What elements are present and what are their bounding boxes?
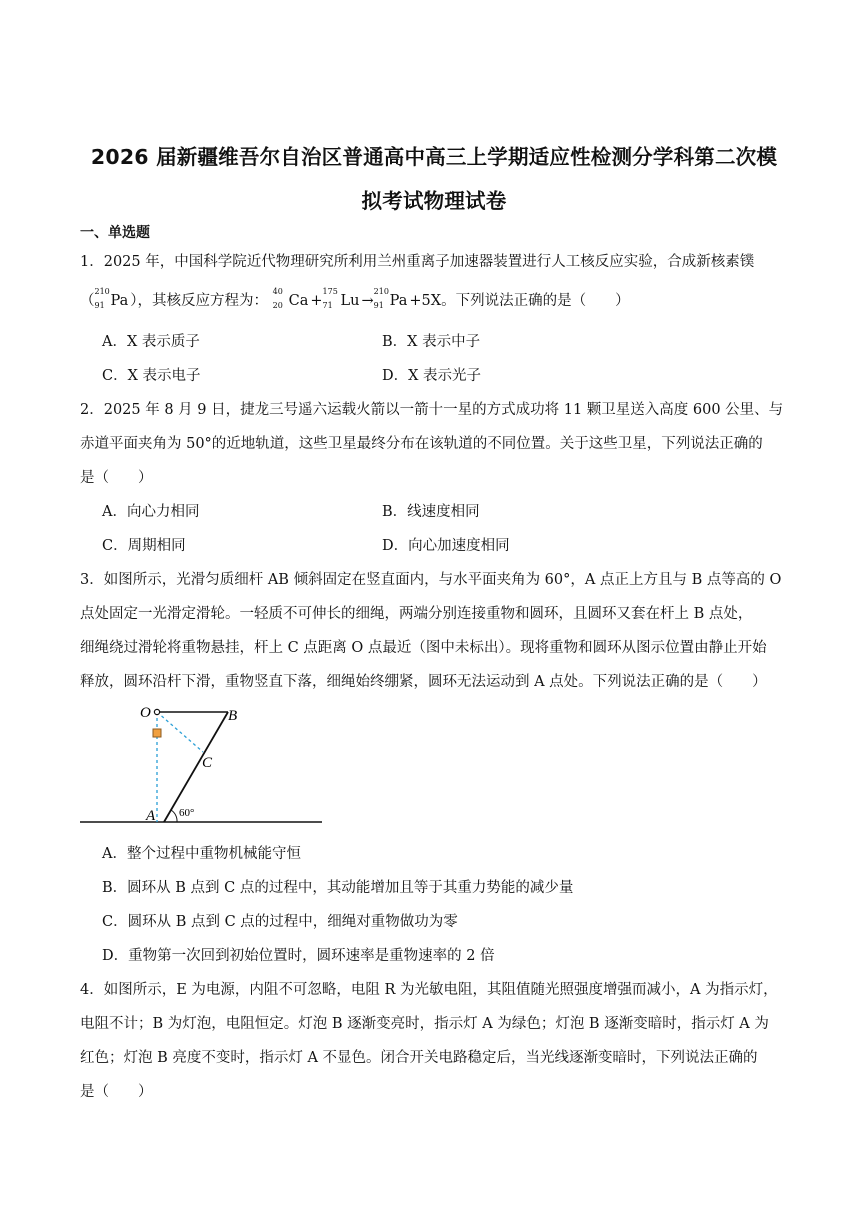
- q2-stem-line-2: 赤道平面夹角为 50°的近地轨道，这些卫星最终分布在该轨道的不同位置。关于这些卫星，下列说法正确的: [80, 436, 763, 452]
- rod-ab: [164, 712, 228, 822]
- q2-stem-line-1: 2．2025 年 8 月 9 日，捷龙三号遥六运载火箭以一箭十一星的方式成功将 11 颗卫星送入高度 600 公里、与: [80, 402, 784, 418]
- q3-figure: [80, 700, 330, 830]
- q3-stem-line-4: 释放，圆环沿杆下滑，重物竖直下落，细绳始终绷紧，圆环无法运动到 A 点处。下列说法正确的是（ ）: [80, 674, 767, 690]
- q1-eq-lead: ），其核反应方程为：: [130, 293, 268, 309]
- q2-option-a: A．向心力相同: [102, 504, 200, 520]
- q1-option-c: C．X 表示电子: [102, 368, 201, 384]
- exam-title-line-2: 拟考试物理试卷: [361, 189, 507, 213]
- exam-title-line-1: 2026 届新疆维吾尔自治区普通高中高三上学期适应性检测分学科第二次模: [90, 145, 778, 169]
- q4-stem-line-4: 是（ ）: [80, 1084, 153, 1100]
- open-paren: （: [80, 293, 95, 309]
- q3-option-c: C．圆环从 B 点到 C 点的过程中，细绳对重物做功为零: [102, 914, 458, 930]
- q1-option-b: B．X 表示中子: [382, 334, 481, 350]
- q2-option-d: D．向心加速度相同: [382, 538, 510, 554]
- label-b: B: [228, 708, 238, 724]
- angle-label: 60°: [179, 807, 195, 819]
- q1-reaction-equation: （ 210 91 Pa ），其核反应方程为： 40 20 Ca + 175 71 Lu → 210 91 Pa +5X。下列说法正确的是（ ）: [80, 287, 630, 310]
- section-heading: 一、单选题: [80, 225, 150, 241]
- q2-option-b: B．线速度相同: [382, 504, 480, 520]
- q1-stem-line-1: 1．2025 年，中国科学院近代物理研究所利用兰州重离子加速器装置进行人工核反应实验，合成新核素镤: [80, 254, 755, 270]
- q4-stem-line-1: 4．如图所示，E 为电源，内阻不可忽略，电阻 R 为光敏电阻，其阻值随光照强度增强而减小，A 为指示灯，: [80, 982, 778, 998]
- nuclide-lu: 175 71 Lu: [322, 287, 360, 310]
- angle-arc: [171, 810, 177, 822]
- q3-option-b: B．圆环从 B 点到 C 点的过程中，其动能增加且等于其重力势能的减少量: [102, 880, 574, 896]
- label-o: O: [140, 705, 151, 721]
- weight-block: [153, 729, 161, 737]
- q4-stem-line-2: 电阻不计；B 为灯泡，电阻恒定。灯泡 B 逐渐变亮时，指示灯 A 为绿色；灯泡 B 逐渐变暗时，指示灯 A 为: [80, 1016, 769, 1032]
- q1-option-a: A．X 表示质子: [102, 334, 200, 350]
- label-a: A: [146, 808, 156, 824]
- nuclide-pa-inline: 210 91 Pa: [94, 287, 129, 310]
- q3-option-d: D．重物第一次回到初始位置时，圆环速率是重物速率的 2 倍: [102, 948, 495, 964]
- dashed-line-oc: [157, 712, 203, 752]
- q2-option-c: C．周期相同: [102, 538, 186, 554]
- q2-stem-line-3: 是（ ）: [80, 470, 153, 486]
- q3-stem-line-2: 点处固定一光滑定滑轮。一轻质不可伸长的细绳，两端分别连接重物和圆环，且圆环又套在杆上 B 点处，: [80, 606, 753, 622]
- nuclide-pa: 210 91 Pa: [373, 287, 408, 310]
- q1-option-d: D．X 表示光子: [382, 368, 482, 384]
- q3-option-a: A．整个过程中重物机械能守恒: [102, 846, 301, 862]
- q4-stem-line-3: 红色；灯泡 B 亮度不变时，指示灯 A 不显色。闭合开关电路稳定后，当光线逐渐变暗时，下列说法正确的: [80, 1050, 758, 1066]
- q3-stem-line-1: 3．如图所示，光滑匀质细杆 AB 倾斜固定在竖直面内，与水平面夹角为 60°，A 点正上方且与 B 点等高的 O: [80, 572, 782, 588]
- label-c: C: [202, 755, 213, 771]
- pulley: [154, 709, 159, 714]
- q1-eq-tail: 。下列说法正确的是（ ）: [441, 293, 630, 309]
- nuclide-ca: 40 20 Ca: [272, 287, 309, 310]
- q3-stem-line-3: 细绳绕过滑轮将重物悬挂，杆上 C 点距离 O 点最近（图中未标出）。现将重物和圆环从图示位置由静止开始: [80, 640, 767, 656]
